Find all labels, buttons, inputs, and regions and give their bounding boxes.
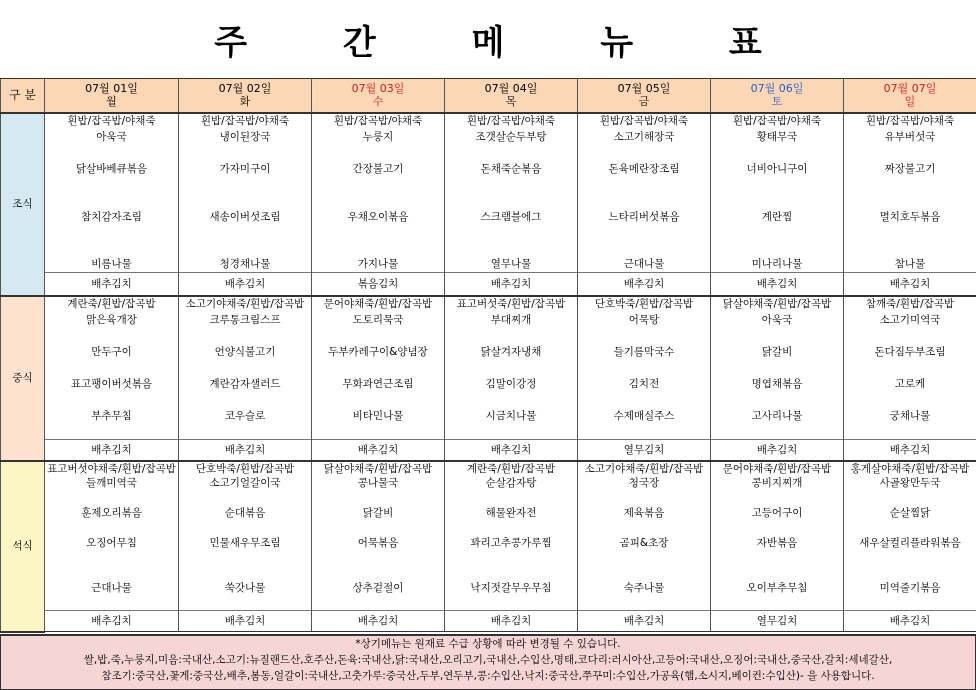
- menu-cell: 명엽채볶음: [711, 376, 844, 392]
- menu-cell: [45, 193, 179, 209]
- header-row: [1, 79, 976, 113]
- menu-cell: 누룽지: [312, 129, 445, 145]
- menu-cell: [711, 551, 844, 566]
- menu-cell: 조갯살순두부탕: [445, 129, 578, 145]
- menu-cell: 가자미구이: [179, 161, 312, 177]
- menu-cell: [578, 241, 711, 257]
- menu-cell: 배추김치: [711, 273, 844, 296]
- menu-cell: [45, 566, 179, 581]
- menu-cell: 배추김치: [578, 273, 711, 296]
- menu-cell: 닭살겨자냉채: [445, 344, 578, 360]
- menu-cell: 무화과연근조림: [312, 376, 445, 392]
- menu-cell: 부추무침: [45, 408, 179, 424]
- menu-cell: 고로케: [844, 376, 976, 392]
- meal-label: 조식: [1, 113, 45, 296]
- menu-cell: 근대나물: [45, 581, 179, 596]
- menu-cell: 문어야채죽/흰밥/잡곡밥: [312, 296, 445, 312]
- menu-cell: 짜장불고기: [844, 161, 976, 177]
- menu-row: [1, 476, 976, 491]
- menu-cell: 돈다짐두부조림: [844, 344, 976, 360]
- menu-cell: 스크램블에그: [445, 209, 578, 225]
- day-header: [711, 79, 844, 113]
- menu-row: [1, 225, 976, 241]
- menu-cell: 배추김치: [179, 440, 312, 461]
- menu-row: [1, 113, 976, 129]
- menu-cell: [45, 241, 179, 257]
- menu-cell: 표고버섯야채죽/흰밥/잡곡밥: [45, 461, 179, 476]
- notes-box: [0, 634, 976, 690]
- menu-cell: 배추김치: [45, 611, 179, 632]
- day-date: 07월 06일: [711, 82, 843, 95]
- menu-row: [1, 241, 976, 257]
- menu-cell: 만두구이: [45, 344, 179, 360]
- menu-cell: [312, 145, 445, 161]
- menu-cell: 맑은육개장: [45, 312, 179, 328]
- menu-row: [1, 312, 976, 328]
- menu-cell: [711, 145, 844, 161]
- menu-cell: [578, 566, 711, 581]
- menu-cell: 청국장: [578, 476, 711, 491]
- menu-cell: [45, 521, 179, 536]
- day-weekday: 월: [45, 95, 178, 108]
- menu-cell: [445, 491, 578, 506]
- menu-cell: 배추김치: [844, 440, 976, 461]
- menu-cell: 미역줄기볶음: [844, 581, 976, 596]
- menu-cell: 부대찌개: [445, 312, 578, 328]
- day-header: [45, 79, 179, 113]
- menu-cell: 흰밥/잡곡밥/야채죽: [578, 113, 711, 129]
- menu-cell: [711, 241, 844, 257]
- menu-cell: 어묵탕: [578, 312, 711, 328]
- menu-row: [1, 491, 976, 506]
- menu-cell: 배추김치: [179, 273, 312, 296]
- menu-cell: 냉이된장국: [179, 129, 312, 145]
- day-weekday: 일: [844, 95, 976, 108]
- menu-cell: 코우슬로: [179, 408, 312, 424]
- menu-cell: [445, 328, 578, 344]
- menu-cell: 언양식불고기: [179, 344, 312, 360]
- menu-cell: 단호박죽/흰밥/잡곡밥: [578, 296, 711, 312]
- menu-cell: 소고기야채죽/흰밥/잡곡밥: [179, 296, 312, 312]
- day-header: [445, 79, 578, 113]
- menu-row: [1, 551, 976, 566]
- menu-row: [1, 408, 976, 424]
- menu-cell: 배추김치: [179, 611, 312, 632]
- menu-row: [1, 145, 976, 161]
- menu-cell: [711, 596, 844, 611]
- page-title: [0, 0, 976, 78]
- menu-cell: [578, 360, 711, 376]
- menu-row: [1, 581, 976, 596]
- menu-cell: [844, 328, 976, 344]
- menu-cell: [711, 566, 844, 581]
- menu-cell: [445, 566, 578, 581]
- menu-cell: 소고기얼갈이국: [179, 476, 312, 491]
- menu-cell: 배추김치: [578, 611, 711, 632]
- menu-cell: [445, 392, 578, 408]
- menu-cell: 해물완자전: [445, 506, 578, 521]
- menu-cell: 낙지젓갈무우무침: [445, 581, 578, 596]
- menu-cell: [179, 241, 312, 257]
- meal-label: 석식: [1, 461, 45, 632]
- menu-cell: [312, 193, 445, 209]
- menu-cell: 유부버섯국: [844, 129, 976, 145]
- day-weekday: 금: [578, 95, 710, 108]
- menu-cell: [844, 392, 976, 408]
- menu-cell: [711, 177, 844, 193]
- menu-cell: 근대나물: [578, 257, 711, 273]
- menu-cell: [844, 551, 976, 566]
- menu-cell: [312, 225, 445, 241]
- menu-row: [1, 257, 976, 273]
- menu-cell: 순대볶음: [179, 506, 312, 521]
- menu-cell: 닭갈비: [711, 344, 844, 360]
- menu-cell: 숙주나물: [578, 581, 711, 596]
- menu-cell: 김말이강정: [445, 376, 578, 392]
- menu-cell: [312, 596, 445, 611]
- menu-cell: [312, 491, 445, 506]
- menu-cell: [312, 177, 445, 193]
- menu-cell: [711, 491, 844, 506]
- menu-cell: 궁채나물: [844, 408, 976, 424]
- menu-cell: [312, 424, 445, 440]
- menu-cell: 소고기미역국: [844, 312, 976, 328]
- menu-cell: [578, 521, 711, 536]
- menu-cell: [711, 360, 844, 376]
- menu-cell: 크루통크림스프: [179, 312, 312, 328]
- menu-cell: [578, 225, 711, 241]
- day-date: 07월 07일: [844, 82, 976, 95]
- menu-cell: [578, 392, 711, 408]
- menu-cell: [445, 424, 578, 440]
- menu-cell: 열무김치: [711, 611, 844, 632]
- menu-cell: 열무나물: [445, 257, 578, 273]
- menu-cell: [312, 551, 445, 566]
- menu-cell: [179, 424, 312, 440]
- menu-cell: 콩나물국: [312, 476, 445, 491]
- menu-row: [1, 440, 976, 461]
- menu-cell: [45, 424, 179, 440]
- menu-cell: [179, 551, 312, 566]
- menu-cell: 돈육메란장조림: [578, 161, 711, 177]
- menu-cell: [45, 392, 179, 408]
- menu-cell: [445, 193, 578, 209]
- day-weekday: 화: [179, 95, 311, 108]
- menu-row: [1, 177, 976, 193]
- menu-cell: [844, 491, 976, 506]
- menu-cell: [179, 596, 312, 611]
- menu-cell: 새우살컬리플라워볶음: [844, 536, 976, 551]
- menu-cell: 흰밥/잡곡밥/야채죽: [445, 113, 578, 129]
- menu-cell: 순살감자탕: [445, 476, 578, 491]
- menu-cell: [844, 193, 976, 209]
- menu-cell: 비름나물: [45, 257, 179, 273]
- menu-cell: [711, 424, 844, 440]
- menu-cell: [312, 566, 445, 581]
- menu-cell: [45, 551, 179, 566]
- menu-cell: 제육볶음: [578, 506, 711, 521]
- menu-cell: [445, 521, 578, 536]
- menu-cell: 흰밥/잡곡밥/야채죽: [179, 113, 312, 129]
- menu-cell: [45, 360, 179, 376]
- menu-cell: [312, 392, 445, 408]
- menu-cell: [578, 596, 711, 611]
- day-date: 07월 02일: [179, 82, 311, 95]
- menu-cell: [844, 596, 976, 611]
- menu-cell: 상추겉절이: [312, 581, 445, 596]
- menu-cell: 문어야채죽/흰밥/잡곡밥: [711, 461, 844, 476]
- day-header: [312, 79, 445, 113]
- menu-row: [1, 328, 976, 344]
- menu-cell: [445, 241, 578, 257]
- day-date: 07월 05일: [578, 82, 710, 95]
- menu-cell: [578, 424, 711, 440]
- menu-cell: [179, 491, 312, 506]
- menu-row: [1, 521, 976, 536]
- menu-cell: [45, 328, 179, 344]
- menu-cell: 단호박죽/흰밥/잡곡밥: [179, 461, 312, 476]
- menu-cell: 표고버섯죽/흰밥/잡곡밥: [445, 296, 578, 312]
- menu-cell: 자반볶음: [711, 536, 844, 551]
- menu-cell: 꽈리고추콩가루찜: [445, 536, 578, 551]
- menu-cell: [445, 360, 578, 376]
- menu-row: [1, 129, 976, 145]
- menu-cell: [445, 225, 578, 241]
- menu-cell: 곰피&초장: [578, 536, 711, 551]
- menu-cell: 너비아니구이: [711, 161, 844, 177]
- menu-cell: 오이부추무침: [711, 581, 844, 596]
- weekly-menu-table: [0, 78, 976, 633]
- menu-cell: 배추김치: [445, 273, 578, 296]
- menu-cell: [45, 177, 179, 193]
- menu-cell: 아욱국: [45, 129, 179, 145]
- menu-cell: [179, 392, 312, 408]
- menu-cell: 닭살야채죽/흰밥/잡곡밥: [312, 461, 445, 476]
- menu-cell: [844, 177, 976, 193]
- menu-cell: [179, 360, 312, 376]
- menu-cell: [45, 491, 179, 506]
- menu-cell: [578, 328, 711, 344]
- menu-row: [1, 273, 976, 296]
- menu-cell: [445, 145, 578, 161]
- menu-row: [1, 506, 976, 521]
- note-line: 쌀,밥,죽,누룽지,미음:국내산,소고기:뉴질랜드산,호주산,돈육:국내산,닭:국내산,오리고기,국내산,수입산,명태,코다리:러시아산,고등어:국내산,오징어:국내산,중국산,갈치:세네갈산,: [1, 652, 975, 668]
- menu-cell: 고사리나물: [711, 408, 844, 424]
- menu-cell: 배추김치: [45, 273, 179, 296]
- menu-cell: 콩비지찌개: [711, 476, 844, 491]
- menu-cell: 계란죽/흰밥/잡곡밥: [45, 296, 179, 312]
- menu-cell: [312, 328, 445, 344]
- menu-cell: 열무김치: [578, 440, 711, 461]
- menu-cell: [179, 193, 312, 209]
- menu-cell: 홍게살야채죽/흰밥/잡곡밥: [844, 461, 976, 476]
- menu-cell: [179, 225, 312, 241]
- menu-cell: 김치전: [578, 376, 711, 392]
- menu-cell: 멸치호두볶음: [844, 209, 976, 225]
- menu-row: [1, 461, 976, 476]
- menu-cell: 배추김치: [312, 440, 445, 461]
- menu-cell: 참나물: [844, 257, 976, 273]
- menu-cell: 볶음김치: [312, 273, 445, 296]
- menu-cell: [711, 225, 844, 241]
- menu-cell: 미나리나물: [711, 257, 844, 273]
- menu-cell: [312, 360, 445, 376]
- menu-cell: 쑥갓나물: [179, 581, 312, 596]
- menu-cell: 순살찜닭: [844, 506, 976, 521]
- menu-cell: [312, 241, 445, 257]
- menu-cell: 소고기야채죽/흰밥/잡곡밥: [578, 461, 711, 476]
- menu-cell: [711, 521, 844, 536]
- day-date: 07월 04일: [445, 82, 577, 95]
- menu-cell: [844, 145, 976, 161]
- menu-cell: [179, 328, 312, 344]
- day-weekday: 수: [312, 95, 444, 108]
- menu-cell: 새송이버섯조림: [179, 209, 312, 225]
- menu-cell: [844, 424, 976, 440]
- menu-cell: 계란찜: [711, 209, 844, 225]
- day-date: 07월 03일: [312, 82, 444, 95]
- title-text: 주 간 메 뉴 표: [172, 15, 804, 64]
- menu-cell: 배추김치: [844, 273, 976, 296]
- menu-cell: [179, 145, 312, 161]
- menu-cell: 계란죽/흰밥/잡곡밥: [445, 461, 578, 476]
- menu-row: [1, 596, 976, 611]
- menu-cell: 흰밥/잡곡밥/야채죽: [312, 113, 445, 129]
- menu-cell: 들기름막국수: [578, 344, 711, 360]
- menu-cell: [711, 193, 844, 209]
- menu-cell: [179, 177, 312, 193]
- menu-cell: 참치감자조림: [45, 209, 179, 225]
- menu-cell: [578, 551, 711, 566]
- menu-cell: [179, 566, 312, 581]
- day-date: 07월 01일: [45, 82, 178, 95]
- menu-cell: 표고팽이버섯볶음: [45, 376, 179, 392]
- menu-cell: [45, 596, 179, 611]
- note-line: 참조기:중국산,꽃게:중국산,배추,봄동,얼갈이:국내산,고춧가루:중국산,두부,연두부,콩:수입산,낙지:중국산,쭈꾸미:수입산,가공육(햄,소시지,베이컨:수입산)- 을 사용합니다.: [1, 668, 975, 684]
- menu-row: [1, 566, 976, 581]
- day-header: [578, 79, 711, 113]
- menu-cell: 흰밥/잡곡밥/야채죽: [45, 113, 179, 129]
- menu-row: [1, 209, 976, 225]
- menu-cell: 닭살야채죽/흰밥/잡곡밥: [711, 296, 844, 312]
- menu-row: [1, 296, 976, 312]
- menu-cell: [578, 145, 711, 161]
- menu-cell: 흰밥/잡곡밥/야채죽: [844, 113, 976, 129]
- menu-cell: 소고기해장국: [578, 129, 711, 145]
- menu-cell: [445, 596, 578, 611]
- menu-cell: [844, 241, 976, 257]
- menu-cell: [45, 225, 179, 241]
- menu-cell: [578, 491, 711, 506]
- menu-row: [1, 376, 976, 392]
- menu-cell: 돈채죽순볶음: [445, 161, 578, 177]
- menu-cell: 수제매실주스: [578, 408, 711, 424]
- menu-cell: 사골왕만두국: [844, 476, 976, 491]
- day-header: [844, 79, 976, 113]
- menu-cell: 청경채나물: [179, 257, 312, 273]
- menu-cell: 시금치나물: [445, 408, 578, 424]
- menu-cell: 민물새우무조림: [179, 536, 312, 551]
- menu-cell: 우채오이볶음: [312, 209, 445, 225]
- gubun-header: 구 분: [1, 79, 45, 113]
- menu-cell: [844, 225, 976, 241]
- menu-row: [1, 424, 976, 440]
- menu-row: [1, 360, 976, 376]
- menu-cell: 들깨미역국: [45, 476, 179, 491]
- meal-label: 중식: [1, 296, 45, 461]
- menu-cell: 고등어구이: [711, 506, 844, 521]
- menu-row: [1, 611, 976, 632]
- menu-row: [1, 193, 976, 209]
- menu-cell: 배추김치: [45, 440, 179, 461]
- menu-cell: 배추김치: [711, 440, 844, 461]
- menu-cell: 훈제오리볶음: [45, 506, 179, 521]
- menu-cell: 계란감자샐러드: [179, 376, 312, 392]
- menu-cell: 참깨죽/흰밥/잡곡밥: [844, 296, 976, 312]
- day-weekday: 토: [711, 95, 843, 108]
- menu-cell: 배추김치: [312, 611, 445, 632]
- menu-cell: 비타민나물: [312, 408, 445, 424]
- menu-cell: [45, 145, 179, 161]
- menu-cell: 황태무국: [711, 129, 844, 145]
- menu-cell: 어묵볶음: [312, 536, 445, 551]
- menu-cell: [179, 521, 312, 536]
- menu-cell: [844, 566, 976, 581]
- menu-cell: 닭갈비: [312, 506, 445, 521]
- menu-cell: [445, 551, 578, 566]
- day-weekday: 목: [445, 95, 577, 108]
- menu-cell: [711, 328, 844, 344]
- menu-cell: [578, 177, 711, 193]
- note-line: *상기메뉴는 원재료 수급 상황에 따라 변경될 수 있습니다.: [1, 636, 975, 652]
- menu-cell: 흰밥/잡곡밥/야채죽: [711, 113, 844, 129]
- menu-cell: 도토리묵국: [312, 312, 445, 328]
- menu-cell: 아욱국: [711, 312, 844, 328]
- menu-cell: 간장불고기: [312, 161, 445, 177]
- menu-cell: [844, 521, 976, 536]
- menu-row: [1, 344, 976, 360]
- menu-cell: [844, 360, 976, 376]
- day-header: [179, 79, 312, 113]
- menu-row: [1, 536, 976, 551]
- menu-cell: [711, 392, 844, 408]
- menu-cell: [312, 521, 445, 536]
- menu-cell: 배추김치: [844, 611, 976, 632]
- menu-cell: 배추김치: [445, 611, 578, 632]
- menu-cell: 닭살바베큐볶음: [45, 161, 179, 177]
- menu-row: [1, 392, 976, 408]
- menu-cell: [445, 177, 578, 193]
- menu-cell: 느타리버섯볶음: [578, 209, 711, 225]
- menu-cell: [578, 193, 711, 209]
- menu-row: [1, 161, 976, 177]
- menu-cell: 배추김치: [445, 440, 578, 461]
- menu-cell: 오징어무침: [45, 536, 179, 551]
- menu-cell: 두부카레구이&양념장: [312, 344, 445, 360]
- menu-cell: 가지나물: [312, 257, 445, 273]
